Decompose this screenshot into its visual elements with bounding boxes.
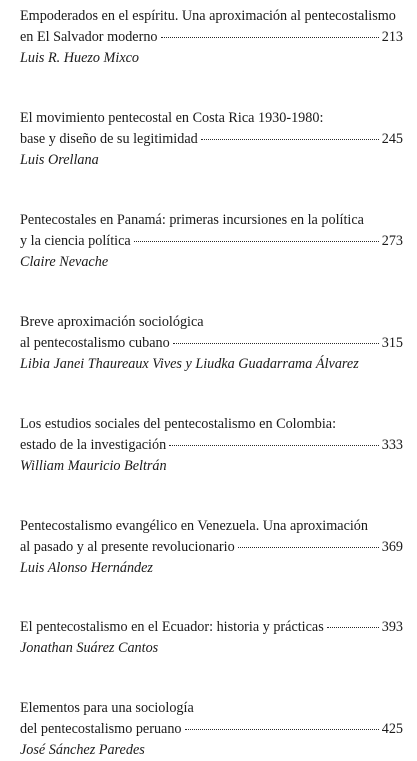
entry-title-text: al pentecostalismo cubano <box>20 335 170 351</box>
entry-author: Luis Orellana <box>20 152 99 168</box>
entry-title-line: Elementos para una sociología <box>20 700 194 716</box>
toc-entry <box>20 413 403 477</box>
entry-title-line: Breve aproximación sociológica <box>20 314 204 330</box>
toc-entry <box>20 5 403 69</box>
entry-title-last-line <box>20 129 403 150</box>
entry-title-line: Los estudios sociales del pentecostalismo en Colombia: <box>20 416 337 432</box>
page-number: 213 <box>381 29 403 45</box>
entry-title-line: Empoderados en el espíritu. Una aproximación al pentecostalismo <box>20 8 396 24</box>
toc-entry <box>20 697 403 761</box>
entry-title-text: en El Salvador moderno <box>20 29 158 45</box>
table-of-contents <box>20 5 403 761</box>
page-number: 245 <box>381 131 403 147</box>
entry-title-text: al pasado y al presente revolucionario <box>20 539 235 555</box>
entry-title-last-line <box>20 435 403 456</box>
dot-leader <box>169 445 379 446</box>
entry-author: Claire Nevache <box>20 254 109 270</box>
entry-title-line: El movimiento pentecostal en Costa Rica 1930-1980: <box>20 110 324 126</box>
entry-title-last-line <box>20 231 403 252</box>
dot-leader <box>161 37 379 38</box>
dot-leader <box>185 729 379 730</box>
toc-entry <box>20 107 403 171</box>
page-number: 369 <box>381 539 403 555</box>
entry-title-text: del pentecostalismo peruano <box>20 721 182 737</box>
page-number: 315 <box>381 335 403 351</box>
page-number: 273 <box>381 233 403 249</box>
page-number: 393 <box>381 619 403 635</box>
entry-title-last-line <box>20 333 403 354</box>
dot-leader <box>327 627 379 628</box>
entry-title-last-line <box>20 27 403 48</box>
entry-title-line: Pentecostalismo evangélico en Venezuela. Una aproximación <box>20 518 368 534</box>
entry-author: Luis R. Huezo Mixco <box>20 50 140 66</box>
dot-leader <box>201 139 379 140</box>
toc-entry <box>20 617 403 659</box>
dot-leader <box>134 241 379 242</box>
entry-title-last-line <box>20 617 403 638</box>
dot-leader <box>238 547 379 548</box>
entry-author: Jonathan Suárez Cantos <box>20 640 159 656</box>
toc-entry <box>20 515 403 579</box>
entry-title-text: base y diseño de su legitimidad <box>20 131 198 147</box>
entry-title-line: Pentecostales en Panamá: primeras incursiones en la política <box>20 212 364 228</box>
page-number: 333 <box>381 437 403 453</box>
toc-entry <box>20 311 403 375</box>
entry-title-last-line <box>20 719 403 740</box>
entry-author: José Sánchez Paredes <box>20 742 145 758</box>
dot-leader <box>173 343 379 344</box>
page-number: 425 <box>381 721 403 737</box>
entry-title-text: estado de la investigación <box>20 437 167 453</box>
entry-title-text: y la ciencia política <box>20 233 131 249</box>
entry-author: Libia Janei Thaureaux Vives y Liudka Guadarrama Álvarez <box>20 356 359 372</box>
toc-entry <box>20 209 403 273</box>
entry-author: Luis Alonso Hernández <box>20 560 153 576</box>
entry-title-last-line <box>20 537 403 558</box>
entry-title-text: El pentecostalismo en el Ecuador: historia y prácticas <box>20 619 324 635</box>
entry-author: William Mauricio Beltrán <box>20 458 167 474</box>
